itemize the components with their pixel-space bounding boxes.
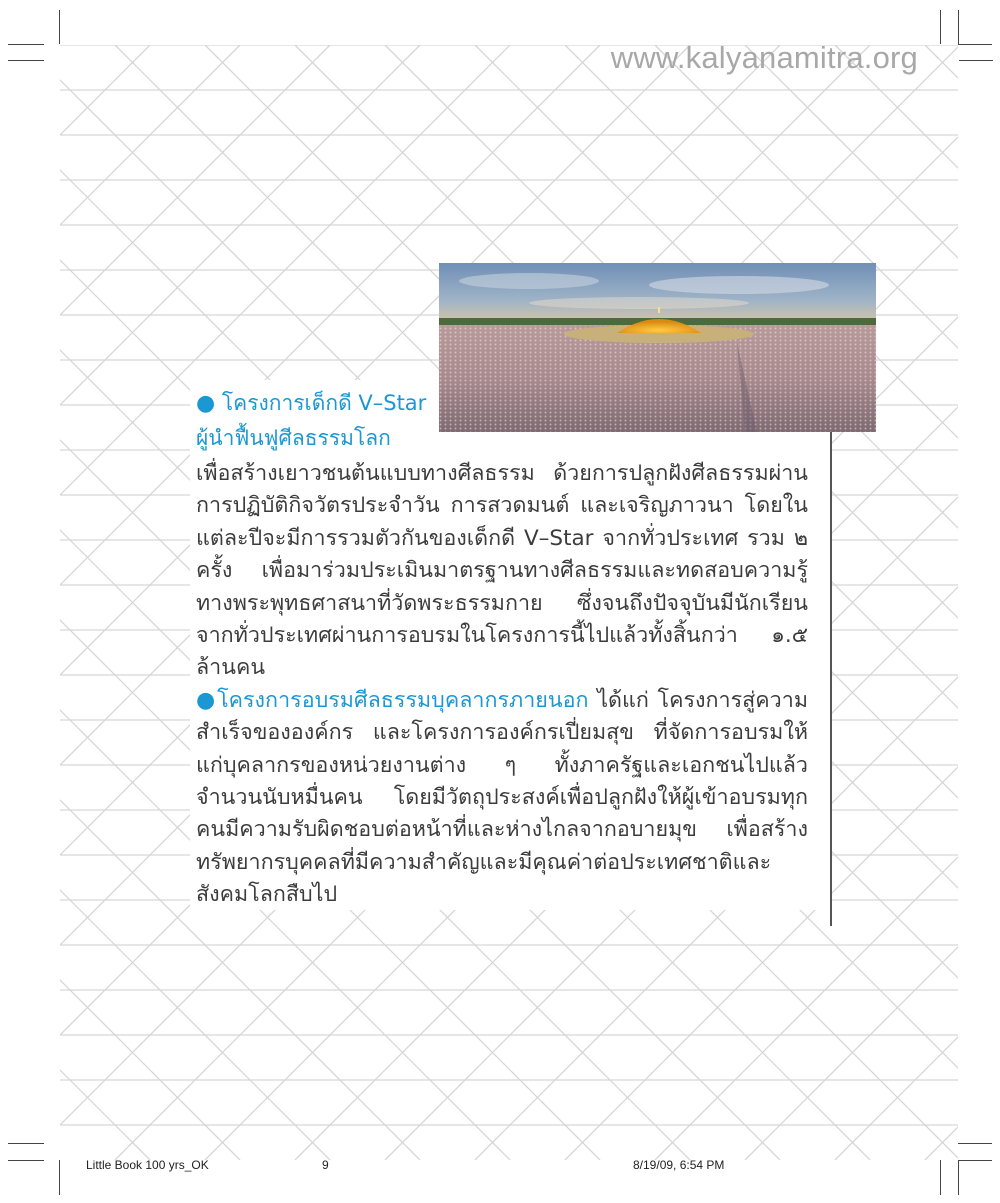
bullet-icon: ● — [196, 391, 216, 416]
crop-mark — [8, 1160, 44, 1161]
section2-paragraph: ได้แก่ โครงการสู่ความสำเร็จขององค์กร และโครงการองค์กรเปี่ยมสุข ที่จัดการอบรมให้แก่บุคลากรของหน่วยงานต่าง ๆ ทั้งภาครัฐและเอกชนไปแล้วจำนวนนับหมื่นคน โดยมีวัตถุประสงค์เพื่อปลูกฝังให้ผู้เข้าอบรมทุกคนมีความรับผิดชอบต่อหน้าที่และห่างไกลจากอบายมุข เพื่อสร้างทรัพยากรบุคคลที่มีความสำคัญและมีคุณค่าต่อประเทศชาติและสังคมโลกสืบไป — [196, 687, 808, 908]
section1-heading-line1: โครงการเด็กดี V–Star — [221, 391, 427, 415]
crop-mark — [59, 1160, 60, 1195]
crop-mark — [59, 10, 60, 44]
body-text — [196, 458, 808, 912]
section2-paragraph-block — [196, 685, 808, 912]
crop-mark — [958, 10, 959, 44]
section1-heading — [196, 386, 436, 455]
vertical-divider — [830, 430, 832, 926]
crop-mark — [959, 60, 993, 61]
temple-gathering-photo — [439, 263, 876, 432]
crop-mark — [940, 10, 941, 44]
footer-filename: Little Book 100 yrs_OK — [86, 1158, 209, 1172]
footer-timestamp: 8/19/09, 6:54 PM — [633, 1158, 725, 1172]
website-url: www.kalyanamitra.org — [610, 40, 918, 75]
crop-mark — [8, 60, 44, 61]
crop-mark — [958, 1143, 992, 1144]
crop-mark — [940, 1160, 941, 1195]
crop-mark — [958, 1160, 992, 1161]
crop-mark — [958, 44, 992, 45]
bullet-icon: ● — [196, 687, 218, 713]
crop-mark — [958, 1160, 959, 1195]
section2-heading: โครงการอบรมศีลธรรมบุคลากรภายนอก — [217, 687, 589, 713]
section1-paragraph: เพื่อสร้างเยาวชนต้นแบบทางศีลธรรม ด้วยการปลูกฝังศีลธรรมผ่านการปฏิบัติกิจวัตรประจำวัน การสวดมนต์ และเจริญภาวนา โดยในแต่ละปีจะมีการรวมตัวกันของเด็กดี V–Star จากทั่วประเทศ รวม ๒ ครั้ง เพื่อมาร่วมประเมินมาตรฐานทางศีลธรรมและทดสอบความรู้ทางพระพุทธศาสนาที่วัดพระธรรมกาย ซึ่งจนถึงปัจจุบันมีนักเรียนจากทั่วประเทศผ่านการอบรมในโครงการนี้ไปแล้วทั้งสิ้นกว่า ๑.๕ ล้านคน — [196, 461, 808, 681]
footer-page-number: 9 — [322, 1158, 329, 1172]
crop-mark — [8, 44, 44, 45]
crop-mark — [8, 1143, 44, 1144]
section1-heading-line2: ผู้นำฟื้นฟูศีลธรรมโลก — [196, 426, 391, 450]
